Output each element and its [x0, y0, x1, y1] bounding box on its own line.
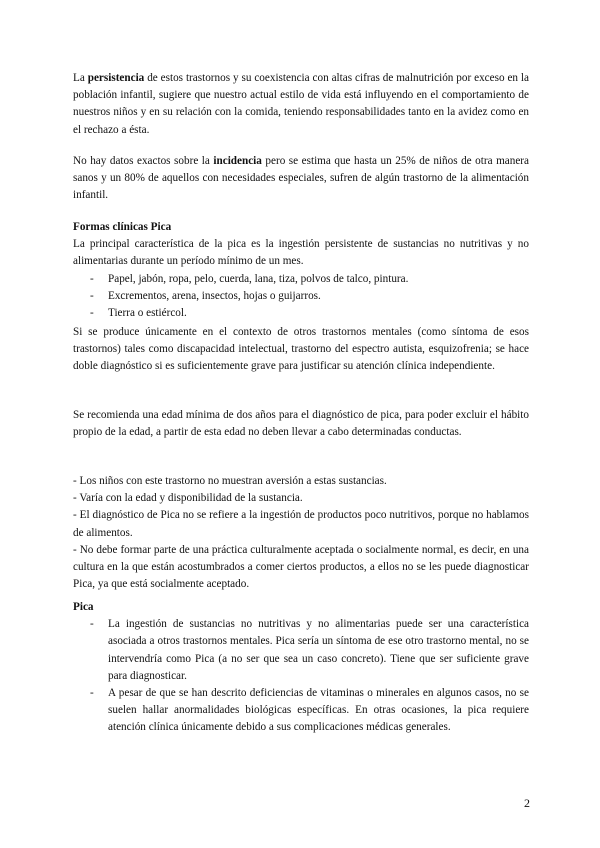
heading-pica: Pica: [73, 601, 94, 613]
paragraph-incidencia: [73, 153, 529, 205]
page-number: 2: [524, 796, 530, 810]
pica-item: - A pesar de que se han descrito deficiencias de vitaminas o minerales en algunos casos, no se suelen hallar anormalidades biológicas específicas. En otras ocasiones, la pica requiere atención clínica únicamente debido a sus complicaciones médicas generales.: [73, 685, 529, 737]
formas-intro: La principal característica de la pica es la ingestión persistente de sustancias no nutritivas y no alimentarias durante un período mínimo de un mes.: [73, 238, 529, 268]
criteria-item: - No debe formar parte de una práctica culturalmente aceptada o socialmente normal, es decir, en una cultura en la que están acostumbrados a comer ciertos productos, a ellos no se les puede diagnosticar Pica, ya que está socialmente aceptado.: [73, 543, 529, 591]
criteria-list: [73, 473, 529, 593]
term-incidencia: incidencia: [213, 155, 262, 167]
pica-list: [73, 616, 529, 736]
p2-pre: No hay datos exactos sobre la: [73, 155, 214, 167]
term-persistencia: persistencia: [87, 72, 145, 84]
section-formas-clinicas: [73, 219, 529, 322]
substance-item: - Papel, jabón, ropa, pelo, cuerda, lana, tiza, polvos de talco, pintura.: [73, 271, 529, 288]
substance-item: - Excrementos, arena, insectos, hojas o guijarros.: [73, 288, 529, 305]
criteria-item: - Los niños con este trastorno no muestran aversión a estas sustancias.: [73, 475, 387, 487]
pica-item: - La ingestión de sustancias no nutritivas y no alimentarias puede ser una característica asociada a otros trastornos mentales. Pica sería un síntoma de ese otro trastorno mental, no se intervendría como Pica (a no ser que sea un caso concreto). Tiene que ser suficiente grave para diagnosticar.: [73, 616, 529, 685]
paragraph-edad-minima: Se recomienda una edad mínima de dos años para el diagnóstico de pica, para poder excluir el hábito propio de la edad, a partir de esta edad no deben llevar a cabo determinadas conductas.: [73, 409, 529, 439]
section-pica: [73, 599, 529, 737]
criteria-item: - Varía con la edad y disponibilidad de la sustancia.: [73, 492, 303, 505]
p1-pre: La: [73, 72, 88, 84]
heading-formas-clinicas: Formas clínicas Pica: [73, 221, 172, 233]
p2-post: pero se estima que hasta un 25% de niños de otra manera sanos y un 80% de aquellos con necesidades especiales, sufren de algún trastorno de la alimentación infantil.: [73, 155, 529, 202]
paragraph-doble-diagnostico: Si se produce únicamente en el contexto de otros trastornos mentales (como síntoma de esos trastornos) tales como discapacidad intelectual, trastorno del espectro autista, esquizofrenia; se hace doble diagnóstico si es suficientemente grave para justificar su atención clínica independiente.: [73, 326, 529, 373]
p1-post: de estos trastornos y su coexistencia con altas cifras de malnutrición por exceso en la población infantil, sugiere que nuestro actual estilo de vida está influyendo en el comportamiento de nuestros niños y en su relación con la comida, teniendo responsabilidades tanto en la avidez como en el rechazo a ésta.: [73, 72, 529, 136]
substance-list: [73, 271, 529, 323]
substance-item: - Tierra o estiércol.: [73, 305, 529, 322]
criteria-item: - El diagnóstico de Pica no se refiere a la ingestión de productos poco nutritivos, porque no hablamos de alimentos.: [73, 509, 529, 539]
paragraph-persistencia: [73, 70, 529, 139]
